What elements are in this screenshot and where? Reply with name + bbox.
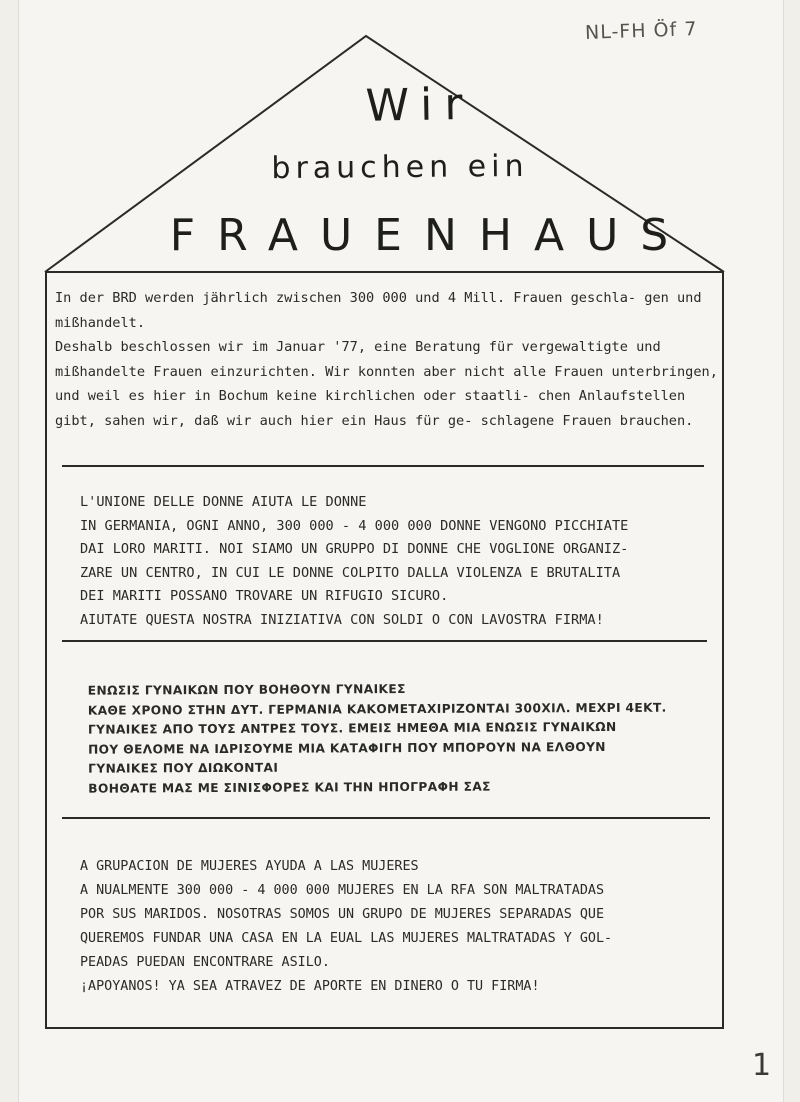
german-paragraph-1: In der BRD werden jährlich zwischen 300 000 und 4 Mill. Frauen geschla- gen und mißhandelt. xyxy=(55,290,702,331)
italian-line: DEI MARITI POSSANO TROVARE UN RIFUGIO SICURO. xyxy=(80,588,449,604)
page-number: 1 xyxy=(752,1048,772,1083)
spanish-line: A NUALMENTE 300 000 - 4 000 000 MUJERES EN LA RFA SON MALTRATADAS xyxy=(80,883,605,898)
archive-mark: NL-FH Öf 7 xyxy=(584,18,698,44)
greek-line: ΠΟΥ ΘΕΛΟΜΕ ΝΑ ΙΔΡΙΣΟΥΜΕ ΜΙΑ ΚΑΤΑΦΙΓΗ ΠΟΥ ΜΠΟΡΟΥΝ ΝΑ ΕΛΘΟΥΝ xyxy=(88,739,606,757)
italian-line: IN GERMANIA, OGNI ANNO, 300 000 - 4 000 000 DONNE VENGONO PICCHIATE xyxy=(80,517,629,534)
spanish-section xyxy=(80,855,720,999)
greek-line: ΒΟΗΘΑΤΕ ΜΑΣ ΜΕ ΣΙΝΙΣΦΟΡΕΣ ΚΑΙ ΤΗΝ ΗΠΟΓΡΑΦΗ ΣΑΣ xyxy=(88,779,491,796)
italian-heading: L'UNIONE DELLE DONNE AIUTA LE DONNE xyxy=(80,494,367,510)
greek-heading: ΕΝΩΣΙΣ ΓΥΝΑΙΚΩΝ ΠΟΥ ΒΟΗΘΟΥΝ ΓΥΝΑΙΚΕΣ xyxy=(87,682,406,698)
section-divider-2 xyxy=(62,640,707,642)
italian-section xyxy=(80,491,720,632)
german-paragraph-2: Deshalb beschlossen wir im Januar '77, eine Beratung für vergewaltigte und mißhandelte Frauen einzurichten. Wir konnten aber nicht alle Frauen unterbringen, und weil es hier in Bochum keine kirchlichen oder staatli- chen Anlaufstellen gibt, sahen wir, daß wir auch hier ein Haus für ge- schlagene Frauen brauchen. xyxy=(55,339,718,429)
section-divider-3 xyxy=(62,817,710,819)
greek-line: ΚΑΘΕ ΧΡΟΝΟ ΣΤΗΝ ΔΥΤ. ΓΕΡΜΑΝΙΑ ΚΑΚΟΜΕΤΑΧΙΡΙΖΟΝΤΑΙ 300ΧΙΛ. ΜΕΧΡΙ 4ΕΚΤ. xyxy=(87,700,667,718)
italian-line: ZARE UN CENTRO, IN CUI LE DONNE COLPITO DALLA VIOLENZA E BRUTALITA xyxy=(80,564,621,581)
german-section xyxy=(55,286,725,433)
spanish-line: QUEREMOS FUNDAR UNA CASA EN LA EUAL LAS MUJERES MALTRATADAS Y GOL- xyxy=(80,931,613,946)
title-line-3: FRAUENHAUS xyxy=(169,210,691,261)
greek-line: ΓΥΝΑΙΚΕΣ ΑΠΟ ΤΟΥΣ ΑΝΤΡΕΣ ΤΟΥΣ. ΕΜΕΙΣ ΗΜΕΘΑ ΜΙΑ ΕΝΩΣΙΣ ΓΥΝΑΙΚΩΝ xyxy=(87,719,617,737)
spanish-line: ¡APOYANOS! YA SEA ATRAVEZ DE APORTE EN DINERO O TU FIRMA! xyxy=(80,979,540,994)
greek-line: ΓΥΝΑΙΚΕΣ ΠΟΥ ΔΙΩΚΟΝΤΑΙ xyxy=(88,760,279,776)
italian-line: DAI LORO MARITI. NOI SIAMO UN GRUPPO DI DONNE CHE VOGLIONE ORGANIZ- xyxy=(80,541,629,557)
greek-section xyxy=(88,678,729,798)
title-line-2: brauchen ein xyxy=(271,148,529,187)
spanish-line: POR SUS MARIDOS. NOSOTRAS SOMOS UN GRUPO DE MUJERES SEPARADAS QUE xyxy=(80,907,605,922)
section-divider-1 xyxy=(62,465,704,467)
title-line-1: Wir xyxy=(365,78,475,132)
spanish-line: PEADAS PUEDAN ENCONTRARE ASILO. xyxy=(80,955,330,970)
italian-line: AIUTATE QUESTA NOSTRA INIZIATIVA CON SOLDI O CON LAVOSTRA FIRMA! xyxy=(80,611,604,628)
spanish-heading: A GRUPACION DE MUJERES AYUDA A LAS MUJERES xyxy=(80,859,419,874)
